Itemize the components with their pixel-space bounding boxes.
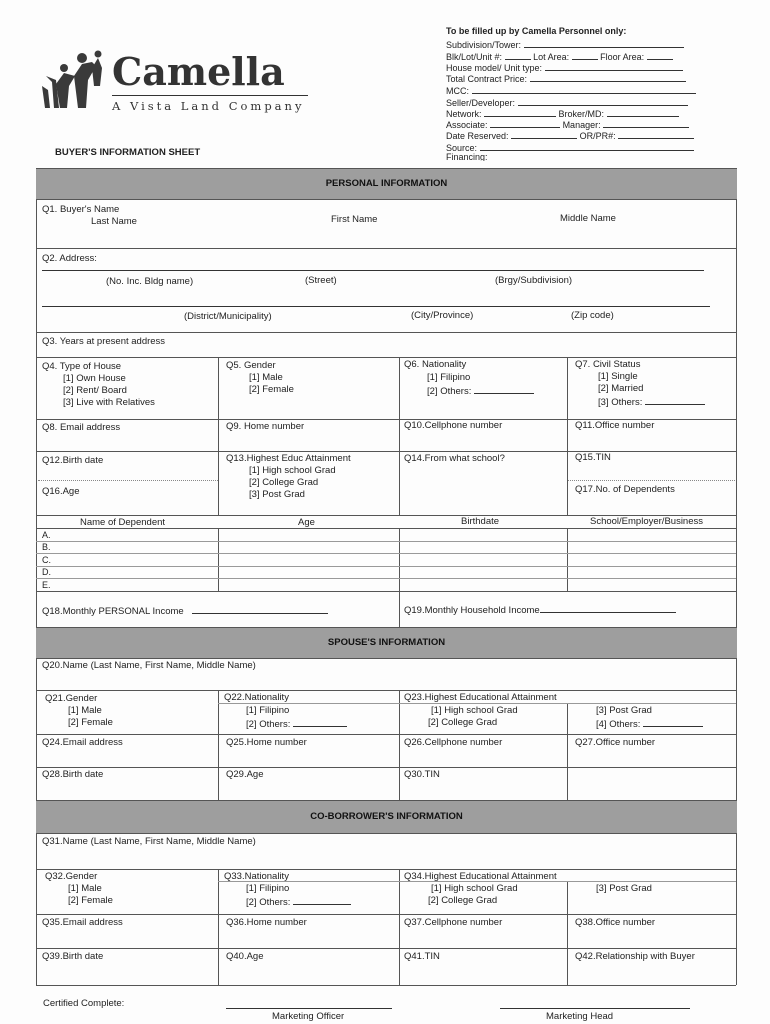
brgy-label: (Brgy/Subdivision) [495, 275, 573, 286]
or-pr-label: OR/PR#: [579, 131, 616, 141]
date-reserved-field[interactable] [511, 129, 577, 139]
q34-opt-2[interactable]: [2] College Grad [428, 895, 498, 906]
dep-row-c[interactable]: C. [42, 555, 51, 565]
q6-label: Q6. Nationality [404, 359, 467, 370]
q7-opt-3[interactable]: [3] Others: [598, 397, 643, 408]
q33-label: Q33.Nationality [224, 871, 289, 882]
q4-opt-3[interactable]: [3] Live with Relatives [63, 397, 155, 408]
q7-others-field[interactable] [645, 395, 705, 405]
q27-label: Q27.Office number [575, 737, 656, 748]
q26-label: Q26.Cellphone number [404, 737, 503, 748]
personnel-title: To be filled up by Camella Personnel only: [446, 26, 627, 36]
personal-info-frame [36, 199, 737, 627]
or-pr-field[interactable] [618, 129, 694, 139]
q10-label: Q10.Cellphone number [404, 420, 503, 431]
financing-label: Financing: [446, 152, 488, 161]
q41-label: Q41.TIN [404, 951, 440, 962]
q24-label: Q24.Email address [42, 737, 123, 748]
q22-label: Q22.Nationality [224, 692, 289, 703]
q35-label: Q35.Email address [42, 917, 123, 928]
no-bldg-label: (No. Inc. Bldg name) [106, 276, 194, 287]
q21-opt-1[interactable]: [1] Male [68, 705, 102, 716]
form-title: BUYER'S INFORMATION SHEET [55, 147, 201, 158]
marketing-officer-signature-line[interactable] [226, 1008, 392, 1009]
q18-field[interactable] [192, 604, 328, 614]
network-field[interactable] [484, 107, 556, 117]
q42-label: Q42.Relationship with Buyer [575, 951, 695, 962]
dep-row-e[interactable]: E. [42, 580, 51, 590]
q12-label: Q12.Birth date [42, 455, 104, 466]
q36-label: Q36.Home number [226, 917, 307, 928]
q23-others-field[interactable] [643, 717, 703, 727]
marketing-head-signature-line[interactable] [500, 1008, 690, 1009]
camella-logo [42, 46, 312, 116]
q28-label: Q28.Birth date [42, 769, 104, 780]
seller-label: Seller/Developer: [446, 98, 516, 108]
manager-field[interactable] [603, 118, 689, 128]
broker-field[interactable] [607, 107, 679, 117]
q20-label: Q20.Name (Last Name, First Name, Middle Name) [42, 660, 256, 671]
spouse-info-header: SPOUSE'S INFORMATION [36, 627, 737, 659]
people-logo-icon [42, 46, 108, 112]
q17-label: Q17.No. of Dependents [575, 484, 675, 495]
q19-field[interactable] [540, 603, 676, 613]
marketing-officer-label: Marketing Officer [272, 1011, 345, 1022]
q19-label: Q19.Monthly Household Income [404, 605, 540, 616]
dep-header-age: Age [298, 517, 315, 528]
mcc-label: MCC: [446, 86, 469, 96]
q23-opt-4[interactable]: [4] Others: [596, 719, 641, 730]
first-name-label: First Name [331, 214, 378, 225]
street-label: (Street) [305, 275, 337, 286]
q30-label: Q30.TIN [404, 769, 440, 780]
dep-header-birthdate: Birthdate [461, 516, 500, 527]
q3-label: Q3. Years at present address [42, 336, 166, 347]
q31-label: Q31.Name (Last Name, First Name, Middle Name) [42, 836, 256, 847]
q18-label: Q18.Monthly PERSONAL Income [42, 606, 184, 617]
district-label: (District/Municipality) [184, 311, 272, 322]
mcc-field[interactable] [472, 84, 696, 94]
q39-label: Q39.Birth date [42, 951, 104, 962]
certified-label: Certified Complete: [43, 998, 125, 1009]
q37-label: Q37.Cellphone number [404, 917, 503, 928]
q4-opt-1[interactable]: [1] Own House [63, 373, 126, 384]
q40-label: Q40.Age [226, 951, 264, 962]
q6-opt-2[interactable]: [2] Others: [427, 386, 472, 397]
q23-opt-3[interactable]: [3] Post Grad [596, 705, 652, 716]
q7-opt-1[interactable]: [1] Single [598, 371, 638, 382]
brand-name: Camella [112, 49, 285, 94]
city-label: (City/Province) [411, 310, 474, 321]
tcp-label: Total Contract Price: [446, 74, 528, 84]
associate-label: Associate: [446, 120, 488, 130]
q22-opt-2[interactable]: [2] Others: [246, 719, 291, 730]
lot-area-label: Lot Area: [533, 52, 570, 62]
network-label: Network: [446, 109, 482, 119]
dep-row-b[interactable]: B. [42, 542, 51, 552]
q7-label: Q7. Civil Status [575, 359, 641, 370]
q15-label: Q15.TIN [575, 452, 611, 463]
q32-opt-2[interactable]: [2] Female [68, 895, 113, 906]
q8-label: Q8. Email address [42, 422, 121, 433]
q2-label: Q2. Address: [42, 253, 97, 264]
dep-header-name: Name of Dependent [80, 517, 166, 528]
q34-opt-3[interactable]: [3] Post Grad [596, 883, 652, 894]
subdivision-label: Subdivision/Tower: [446, 40, 522, 50]
q9-label: Q9. Home number [226, 421, 305, 432]
q29-label: Q29.Age [226, 769, 264, 780]
q1-label: Q1. Buyer's Name [42, 204, 120, 215]
last-name-label: Last Name [91, 216, 137, 227]
coborrower-info-header: CO-BORROWER'S INFORMATION [36, 800, 737, 834]
personal-info-header: PERSONAL INFORMATION [36, 168, 737, 200]
source-field[interactable] [480, 141, 694, 151]
q5-label: Q5. Gender [226, 360, 276, 371]
address-line-1[interactable] [42, 270, 704, 271]
q6-others-field[interactable] [474, 384, 534, 394]
associate-field[interactable] [490, 118, 560, 128]
marketing-head-label: Marketing Head [546, 1011, 614, 1022]
q34-label: Q34.Highest Educational Attainment [404, 871, 557, 882]
q33-opt-1[interactable]: [1] Filipino [246, 883, 290, 894]
q32-label: Q32.Gender [45, 871, 98, 882]
dep-row-d[interactable]: D. [42, 567, 51, 577]
middle-name-label: Middle Name [560, 213, 616, 224]
zip-label: (Zip code) [571, 310, 614, 321]
tcp-field[interactable] [530, 72, 686, 82]
q21-opt-2[interactable]: [2] Female [68, 717, 113, 728]
q14-label: Q14.From what school? [404, 453, 505, 464]
house-model-field[interactable] [545, 61, 683, 71]
q11-label: Q11.Office number [575, 420, 655, 431]
q22-others-field[interactable] [293, 717, 347, 727]
blk-lot-field[interactable] [505, 50, 531, 60]
q23-opt-2[interactable]: [2] College Grad [428, 717, 498, 728]
q34-opt-1[interactable]: [1] High school Grad [431, 883, 518, 894]
floor-area-field[interactable] [647, 50, 673, 60]
seller-field[interactable] [518, 96, 688, 106]
q25-label: Q25.Home number [226, 737, 307, 748]
q21-label: Q21.Gender [45, 693, 98, 704]
dep-row-a[interactable]: A. [42, 530, 51, 540]
q13-opt-1[interactable]: [1] High school Grad [249, 465, 336, 476]
q5-opt-2[interactable]: [2] Female [249, 384, 294, 395]
q33-opt-2[interactable]: [2] Others: [246, 897, 291, 908]
broker-label: Broker/MD: [558, 109, 605, 119]
q7-opt-2[interactable]: [2] Married [598, 383, 644, 394]
dep-header-school: School/Employer/Business [590, 516, 703, 527]
subdivision-field[interactable] [524, 38, 684, 48]
buyer-name-field[interactable] [40, 228, 730, 246]
q13-opt-2[interactable]: [2] College Grad [249, 477, 319, 488]
q23-opt-1[interactable]: [1] High school Grad [431, 705, 518, 716]
blk-lot-label: Blk/Lot/Unit #: [446, 52, 503, 62]
date-reserved-label: Date Reserved: [446, 131, 509, 141]
q4-label: Q4. Type of House [42, 361, 122, 372]
q16-label: Q16.Age [42, 486, 80, 497]
q5-opt-1[interactable]: [1] Male [249, 372, 283, 383]
brand-tagline: A Vista Land Company [112, 99, 305, 113]
address-line-2[interactable] [42, 306, 710, 307]
q4-opt-2[interactable]: [2] Rent/ Board [63, 385, 127, 396]
house-model-label: House model/ Unit type: [446, 63, 543, 73]
q23-label: Q23.Highest Educational Attainment [404, 692, 557, 703]
q22-opt-1[interactable]: [1] Filipino [246, 705, 290, 716]
q33-others-field[interactable] [293, 895, 351, 905]
manager-label: Manager: [562, 120, 601, 130]
q13-opt-3[interactable]: [3] Post Grad [249, 489, 305, 500]
lot-area-field[interactable] [572, 50, 598, 60]
q6-opt-1[interactable]: [1] Filipino [427, 372, 471, 383]
q38-label: Q38.Office number [575, 917, 656, 928]
source-label: Source: [446, 143, 478, 153]
floor-area-label: Floor Area: [600, 52, 645, 62]
q32-opt-1[interactable]: [1] Male [68, 883, 102, 894]
q13-label: Q13.Highest Educ Attainment [226, 453, 351, 464]
